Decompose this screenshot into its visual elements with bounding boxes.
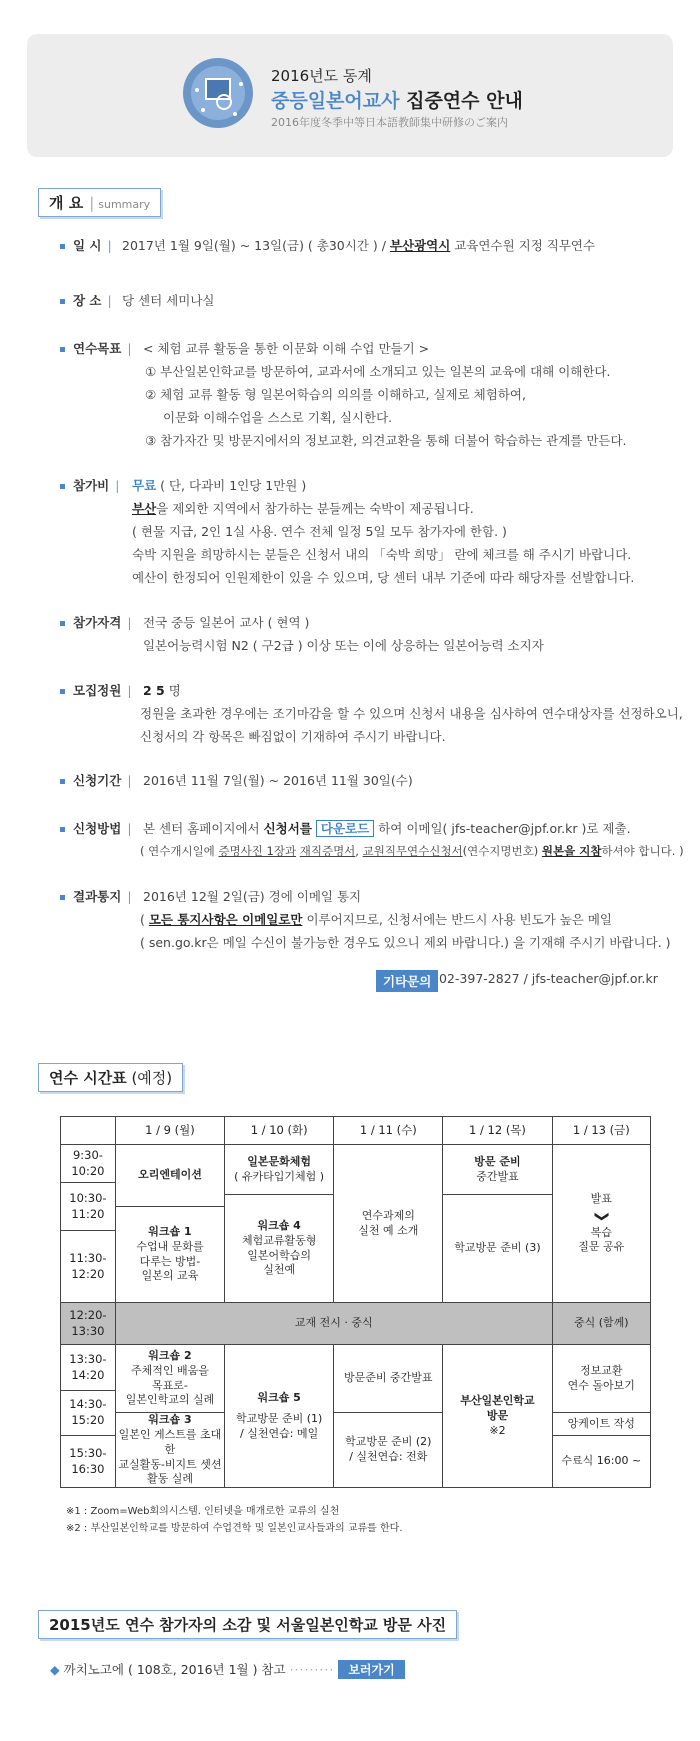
fee-line-5: 예산이 한정되어 인원제한이 있을 수 있으며, 당 센터 내부 기준에 따라 해당자를 선발합니다. <box>132 570 635 585</box>
recruit-count: 2 5 명 <box>143 683 181 698</box>
day-thu: 1 / 12 (목) <box>443 1117 552 1145</box>
schedule-section-title <box>38 1063 183 1092</box>
teacher-emblem-icon <box>183 58 253 128</box>
fee-line-4: 숙박 지원을 희망하시는 분들은 신청서 내의 「숙박 희망」 란에 체크를 해 주시기 바랍니다. <box>132 547 632 562</box>
qualification-line-1: 전국 중등 일본어 교사 ( 현역 ) <box>143 615 310 630</box>
result-line-2: ( 모든 통지사항은 이메일로만 이루어지므로, 신청서에는 반드시 사용 빈도가 높은 메일 <box>140 912 612 927</box>
down-chevron-icon: ❯ <box>593 1210 610 1222</box>
date-text: 2017년 1월 9일(월) ~ 13일(금) ( 총30시간 ) / 부산광역시 교육연수원 지정 직무연수 <box>122 238 596 253</box>
day-fri: 1 / 13 (금) <box>552 1117 650 1145</box>
page-title-main: 중등일본어교사 <box>271 90 400 112</box>
result-line-3: ( sen.go.kr은 메일 수신이 불가능한 경우도 있으니 제외 바랍니다.) 을 기재해 주시기 바랍니다. ) <box>140 935 671 950</box>
method-label: 신청방법 | <box>60 819 132 837</box>
recruit-line-3: 신청서의 각 항목은 빠짐없이 기재하여 주시기 바랍니다. <box>140 729 446 744</box>
ws3-cell: 워크숍 3 일본인 게스트를 초대한 교실활동-비지트 셋션 활동 실례 <box>115 1413 224 1488</box>
contact-text: 02-397-2827 / jfs-teacher@jpf.or.kr <box>439 971 658 986</box>
goal-line-3: ② 체험 교류 활동 형 일본어학습의 의의를 이해하고, 실제로 체험하여, <box>145 387 526 402</box>
schedule-title-text: 연수 시간표 <box>49 1069 127 1087</box>
recruit-label: 모집정원 | <box>60 681 132 699</box>
ws1-cell: 워크숍 1 수업내 문화를 다루는 방법- 일본의 교육 <box>115 1207 224 1303</box>
visit-prep-cell: 방문 준비 중간발표 <box>443 1145 552 1195</box>
schedule-note-1: ※1 : Zoom=Web회의시스템. 인터넷을 매개로한 교류의 실천 <box>66 1506 340 1517</box>
review-section-title: 2015년도 연수 참가자의 소감 및 서울일본인학교 방문 사진 <box>38 1610 457 1639</box>
wed-pm2-cell: 학교방문 준비 (2) / 실천연습: 전화 <box>334 1413 443 1488</box>
result-line-1: 2016년 12월 2일(금) 경에 이메일 통지 <box>143 889 362 904</box>
fee-line-2: 부산을 제외한 지역에서 참가하는 분들께는 숙박이 제공됩니다. <box>132 501 474 516</box>
school-prep3-cell: 학교방문 준비 (3) <box>443 1195 552 1303</box>
table-header-row <box>61 1117 651 1145</box>
goal-line-4: 이문화 이해수업을 스스로 기획, 실시한다. <box>163 410 393 425</box>
diamond-bullet-icon: ◆ <box>50 1662 60 1677</box>
time-slot: 14:30- 15:20 <box>61 1391 116 1436</box>
page-title-suffix: 집중연수 안내 <box>399 90 523 112</box>
fri-am-cell: 발표 ❯ 복습 질문 공유 <box>552 1145 650 1303</box>
fri-pm2-cell: 앙케이트 작성 <box>552 1413 650 1436</box>
wed-am-cell: 연수과제의 실천 예 소개 <box>334 1145 443 1303</box>
overview-title-text: 개 요 <box>49 194 84 212</box>
day-mon: 1 / 9 (월) <box>115 1117 224 1145</box>
review-item: ◆ 까치노고에 ( 108호, 2016년 1월 ) 참고 ········· 보러가기 <box>50 1660 405 1679</box>
contact-tag: 기타문의 <box>376 970 438 992</box>
period-label: 신청기간 | <box>60 771 132 789</box>
view-button[interactable]: 보러가기 <box>338 1660 404 1679</box>
schedule-title-sub: (예정) <box>126 1069 173 1087</box>
time-slot: 10:30- 11:20 <box>61 1183 116 1231</box>
culture-cell: 일본문화체험 ( 유카타입기체험 ) <box>225 1145 334 1195</box>
period-text: 2016년 11월 7일(월) ~ 2016년 11월 30일(수) <box>143 773 413 788</box>
fri-pm3-cell: 수료식 16:00 ~ <box>552 1435 650 1487</box>
ws5-cell: 워크숍 5 학교방문 준비 (1) / 실천연습: 메일 <box>225 1345 334 1488</box>
overview-section-title: 개 요 | summary <box>38 188 161 217</box>
day-wed: 1 / 11 (수) <box>334 1117 443 1145</box>
result-label: 결과통지 | <box>60 887 132 905</box>
header-year: 2016년도 동계 <box>271 67 372 85</box>
fee-label: 참가비 | <box>60 476 119 494</box>
goal-line-5: ③ 참가자간 및 방문지에서의 정보교환, 의견교환을 통해 더불어 학습하는 관계를 만든다. <box>145 433 627 448</box>
goal-line-1: < 체험 교류 활동을 통한 이문화 이해 수업 만들기 > <box>143 341 430 356</box>
time-slot: 15:30- 16:30 <box>61 1435 116 1487</box>
schedule-table <box>60 1116 651 1488</box>
place-label: 장 소 | <box>60 291 112 309</box>
time-slot: 13:30- 14:20 <box>61 1345 116 1391</box>
ws4-cell: 워크숍 4 체험교류활동형 일본어학습의 실천예 <box>225 1195 334 1303</box>
schedule-note-2: ※2 : 부산일본인학교를 방문하여 수업견학 및 일본인교사들과의 교류를 한다. <box>66 1523 403 1534</box>
date-label: 일 시 | <box>60 236 112 254</box>
recruit-line-2: 정원을 초과한 경우에는 조기마감을 할 수 있으며 신청서 내용을 심사하여 연수대상자를 선정하오니, <box>140 706 683 721</box>
method-line-1: 본 센터 홈페이지에서 신청서를 다운로드 하여 이메일( jfs-teacher@jpf.or.kr )로 제출. <box>143 821 631 836</box>
method-line-2: ( 연수개시일에 증명사진 1장과 재직증명서, 교원직무연수신청서(연수지명번호) 원본을 지참하셔야 합니다. ) <box>140 844 684 858</box>
lunch-row <box>61 1303 651 1345</box>
qualification-label: 참가자격 | <box>60 613 132 631</box>
time-slot: 12:20- 13:30 <box>61 1303 116 1345</box>
place-text: 당 센터 세미나실 <box>122 293 215 308</box>
orientation-cell: 오리엔테이션 <box>115 1145 224 1207</box>
goal-label: 연수목표 | <box>60 339 132 357</box>
fri-pm1-cell: 정보교환 연수 돌아보기 <box>552 1345 650 1413</box>
page-title <box>271 86 523 113</box>
time-slot: 11:30- 12:20 <box>61 1231 116 1303</box>
day-tue: 1 / 10 (화) <box>225 1117 334 1145</box>
page-subtitle: 2016年度冬季中等日本語教師集中研修のご案内 <box>271 116 508 129</box>
ws2-cell: 워크숍 2 주체적인 배움을 목표로- 일본인학교의 실례 <box>115 1345 224 1413</box>
thu-pm-cell: 부산일본인학교 방문 ※2 <box>443 1345 552 1488</box>
goal-line-2: ① 부산일본인학교를 방문하여, 교과서에 소개되고 있는 일본의 교육에 대해 이해한다. <box>145 364 611 379</box>
wed-pm1-cell: 방문준비 중간발표 <box>334 1345 443 1413</box>
time-slot: 9:30- 10:20 <box>61 1145 116 1183</box>
qualification-line-2: 일본어능력시험 N2 ( 구2급 ) 이상 또는 이에 상응하는 일본어능력 소지자 <box>143 638 544 653</box>
fee-line-1: 무료 ( 단, 다과비 1인당 1만원 ) <box>132 478 307 493</box>
overview-title-sub: summary <box>98 198 151 211</box>
fee-line-3: ( 현물 지급, 2인 1실 사용. 연수 전체 일정 5일 모두 참가자에 한함. ) <box>132 524 507 539</box>
download-link[interactable]: 다운로드 <box>316 820 374 837</box>
header-empty <box>61 1117 116 1145</box>
lunch-fri-cell: 중식 (함께) <box>552 1303 650 1345</box>
lunch-cell: 교재 전시 · 중식 <box>115 1303 552 1345</box>
